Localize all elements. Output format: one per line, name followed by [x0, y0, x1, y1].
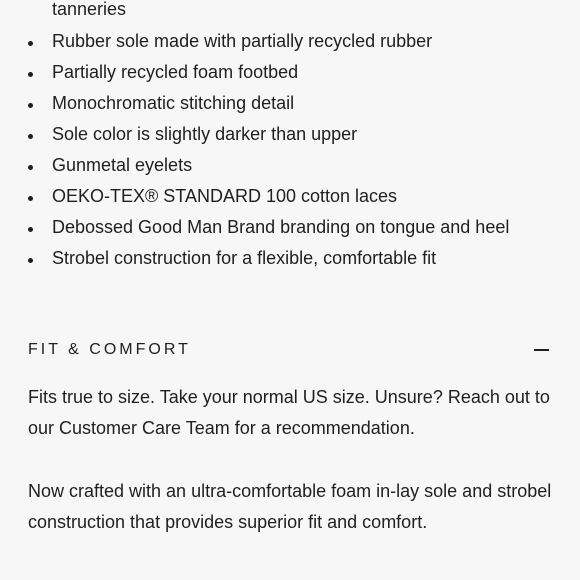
bullet-icon: [28, 41, 33, 46]
feature-item: Debossed Good Man Brand branding on tongue and heel: [52, 217, 510, 237]
feature-item: Rubber sole made with partially recycled rubber: [52, 31, 433, 51]
bullet-icon: [28, 258, 33, 263]
feature-item: Partially recycled foam footbed: [52, 62, 299, 82]
bullet-icon: [28, 72, 33, 77]
fit-comfort-title: FIT & COMFORT: [28, 341, 191, 358]
feature-item: Sole color is slightly darker than upper: [52, 124, 358, 144]
feature-item: Monochromatic stitching detail: [52, 93, 295, 113]
comfort-paragraph: Now crafted with an ultra-comfortable foam in-lay sole and strobel construction that provides superior fit and comfort.: [28, 481, 552, 532]
fit-paragraph: Fits true to size. Take your normal US size. Unsure? Reach out to our Customer Care Team for a recommendation.: [28, 387, 550, 438]
bullet-icon: [28, 103, 33, 108]
minus-icon[interactable]: [534, 349, 549, 351]
feature-item: Strobel construction for a flexible, comfortable fit: [52, 248, 437, 268]
feature-item-continued: tanneries: [52, 0, 127, 19]
feature-item: OEKO-TEX® STANDARD 100 cotton laces: [52, 186, 398, 206]
bullet-icon: [28, 165, 33, 170]
feature-item: Gunmetal eyelets: [52, 155, 193, 175]
bullet-icon: [28, 227, 33, 232]
bullet-icon: [28, 134, 33, 139]
bullet-icon: [28, 196, 33, 201]
fit-comfort-accordion-header[interactable]: [28, 336, 552, 364]
